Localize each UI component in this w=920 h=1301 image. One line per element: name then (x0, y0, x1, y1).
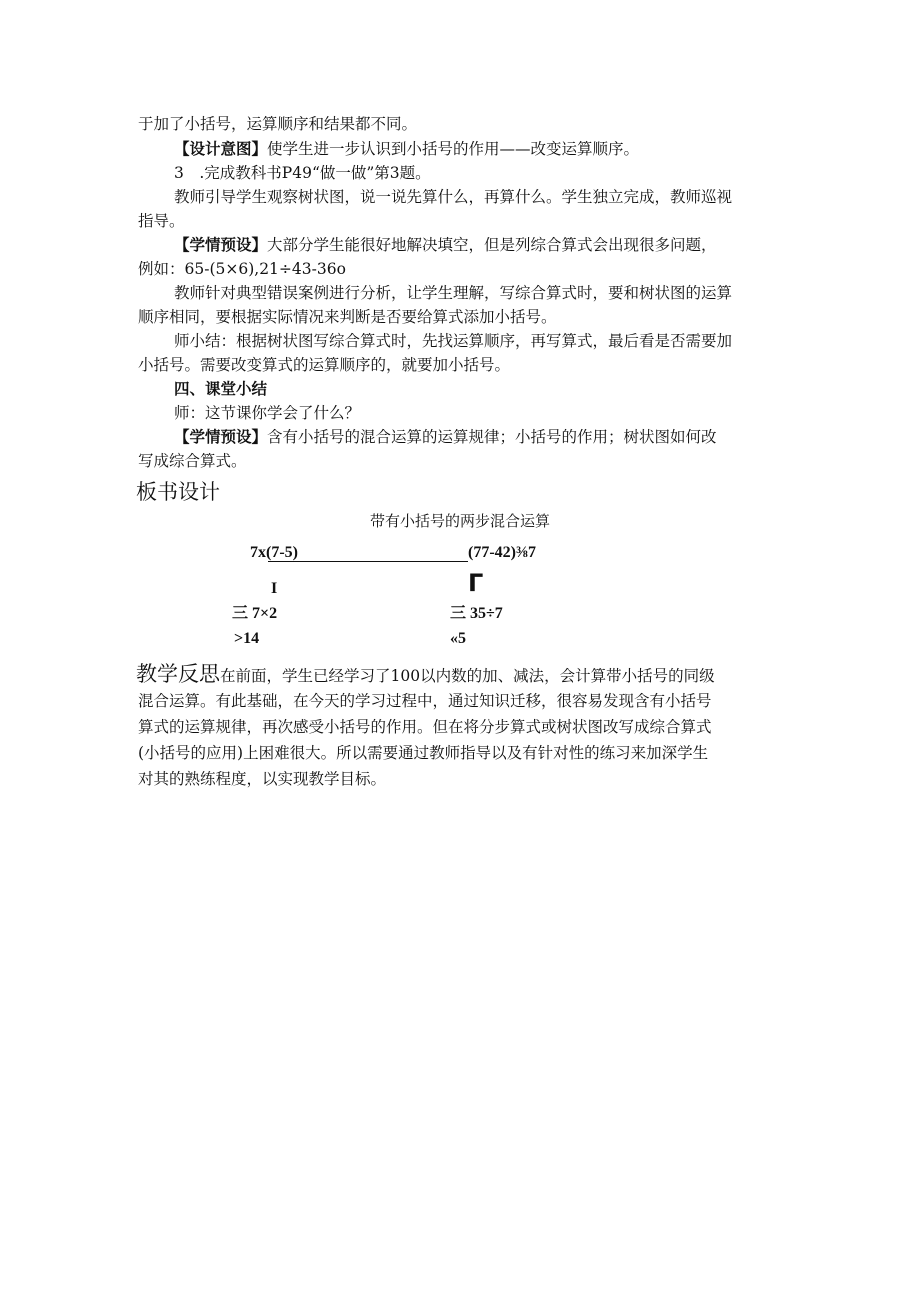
reflection-line: 对其的熟练程度，以实现教学目标。 (138, 770, 387, 788)
student-preset-line (174, 233, 824, 257)
design-intent-text: 使学生进一步认识到小括号的作用——改变运算顺序。 (267, 140, 640, 158)
reflection-line: (小括号的应用)上困难很大。所以需要通过教师指导以及有针对性的练习来加深学生 (138, 744, 709, 762)
paragraph-line: 师小结：根据树状图写综合算式时，先找运算顺序，再写算式，最后看是否需要加 (174, 332, 733, 350)
left-tree-mark: I (271, 580, 278, 597)
paragraph-line: 于加了小括号，运算顺序和结果都不同。 (138, 115, 418, 133)
paragraph-line: 小括号。需要改变算式的运算顺序的，就要加小括号。 (138, 356, 511, 374)
paragraph-line: 师：这节课你学会了什么？ (174, 404, 361, 422)
expression-underline (268, 561, 468, 562)
left-result: >14 (234, 630, 260, 647)
reflection-first-line (136, 660, 796, 690)
task-3-line: 3 .完成教科书P49“做一做”第3题。 (174, 164, 431, 182)
board-title: 带有小括号的两步混合运算 (369, 512, 550, 530)
student-preset-line (174, 425, 824, 449)
right-step: 三 35÷7 (450, 605, 503, 622)
paragraph-line: 教师针对典型错误案例进行分析，让学生理解，写综合算式时，要和树状图的运算 (174, 284, 733, 302)
paragraph-line: 写成综合算式。 (138, 452, 247, 470)
paragraph-line: 指导。 (138, 212, 185, 230)
reflection-line: 混合运算。有此基础，在今天的学习过程中，通过知识迁移，很容易发现含有小括号 (138, 692, 712, 710)
reflection-heading: 教学反思 (136, 662, 220, 686)
left-expression-parens: (7-5) (266, 544, 298, 561)
design-intent-tag: 【设计意图】 (174, 139, 268, 158)
right-result: «5 (450, 630, 466, 647)
paragraph-line: 教师引导学生观察树状图，说一说先算什么，再算什么。学生独立完成，教师巡视 (174, 188, 733, 206)
paragraph-line: 例如：65-(5×6),21÷43-36o (138, 260, 346, 278)
reflection-text: 在前面，学生已经学习了100以内数的加、减法，会计算带小括号的同级 (220, 667, 715, 685)
board-design-heading: 板书设计 (136, 480, 220, 504)
right-tree-mark: Γ (468, 569, 484, 597)
reflection-line: 算式的运算规律，再次感受小括号的作用。但在将分步算式或树状图改写成综合算式 (138, 718, 712, 736)
section-heading: 四、课堂小结 (174, 379, 268, 398)
right-expression: (77-42)⅜7 (468, 544, 536, 561)
student-preset-text: 含有小括号的混合运算的运算规律；小括号的作用；树状图如何改 (267, 428, 717, 446)
student-preset-tag: 【学情预设】 (174, 235, 268, 254)
paragraph-line: 顺序相同，要根据实际情况来判断是否要给算式添加小括号。 (138, 308, 557, 326)
design-intent-line (174, 137, 824, 161)
left-expression-multiplier: 7x (250, 544, 266, 561)
student-preset-text: 大部分学生能很好地解决填空，但是列综合算式会出现很多问题， (267, 236, 717, 254)
student-preset-tag: 【学情预设】 (174, 427, 268, 446)
left-step: 三 7×2 (232, 605, 278, 622)
